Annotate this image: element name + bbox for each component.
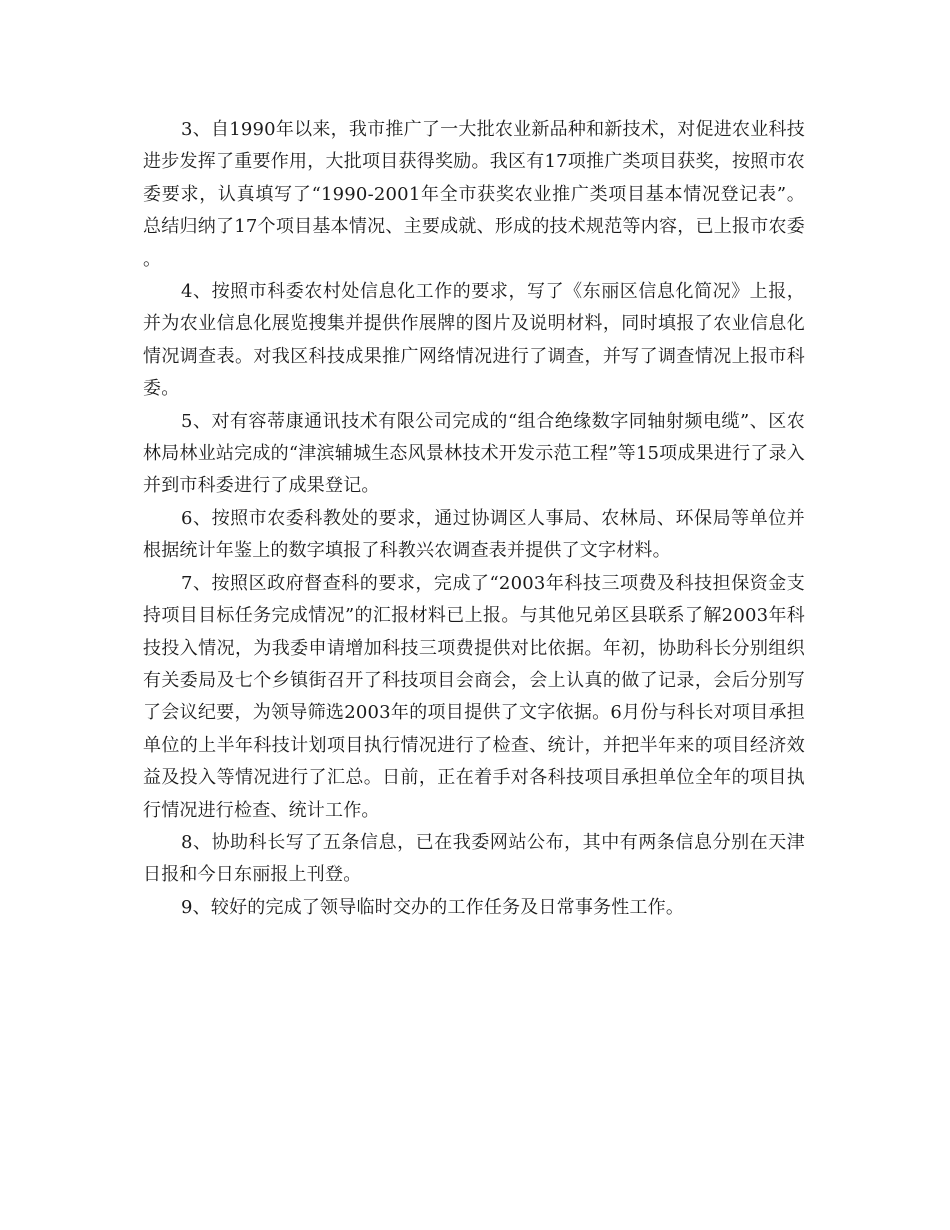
paragraph-item-9: 9、较好的完成了领导临时交办的工作任务及日常事务性工作。 — [181, 896, 685, 918]
paragraph-item-7: 7、按照区政府督查科的要求，完成了“2003年科技三项费及科技担保资金支持项目目标任务完成情况”的汇报材料已上报。与其他兄弟区县联系了解2003年科技投入情况，为我委申请增加科技三项费提供对比依据。年初，协助科长分别组织有关委局及七个乡镇街召开了科技项目会商会，会上认真的做了记录，会后分别写了会议纪要，为领导筛选2003年的项目提供了文字依据。6月份与科长对项目承担单位的上半年科技计划项目执行情况进行了检查、统计，并把半年来的项目经济效益及投入等情况进行了汇总。日前，正在着手对各科技项目承担单位全年的项目执行情况进行检查、统计工作。 — [143, 572, 805, 821]
paragraph-item-8: 8、协助科长写了五条信息，已在我委网站公布，其中有两条信息分别在天津日报和今日东丽报上刊登。 — [143, 831, 805, 886]
paragraph-item-6: 6、按照市农委科教处的要求，通过协调区人事局、农林局、环保局等单位并根据统计年鉴上的数字填报了科教兴农调查表并提供了文字材料。 — [143, 507, 805, 562]
paragraph-item-4: 4、按照市科委农村处信息化工作的要求，写了《东丽区信息化简况》上报，并为农业信息化展览搜集并提供作展牌的图片及说明材料，同时填报了农业信息化情况调查表。对我区科技成果推广网络情况进行了调查，并写了调查情况上报市科委。 — [143, 281, 805, 400]
document-body — [143, 114, 805, 924]
paragraph-item-3: 3、自1990年以来，我市推广了一大批农业新品种和新技术，对促进农业科技进步发挥了重要作用，大批项目获得奖励。我区有17项推广类项目获奖，按照市农委要求，认真填写了“1990-2001年全市获奖农业推广类项目基本情况登记表”。总结归纳了17个项目基本情况、主要成就、形成的技术规范等内容，已上报市农委。 — [143, 119, 805, 270]
paragraph-item-5: 5、对有容蒂康通讯技术有限公司完成的“组合绝缘数字同轴射频电缆”、区农林局林业站完成的“津滨辅城生态风景林技术开发示范工程”等15项成果进行了录入并到市科委进行了成果登记。 — [143, 410, 805, 497]
